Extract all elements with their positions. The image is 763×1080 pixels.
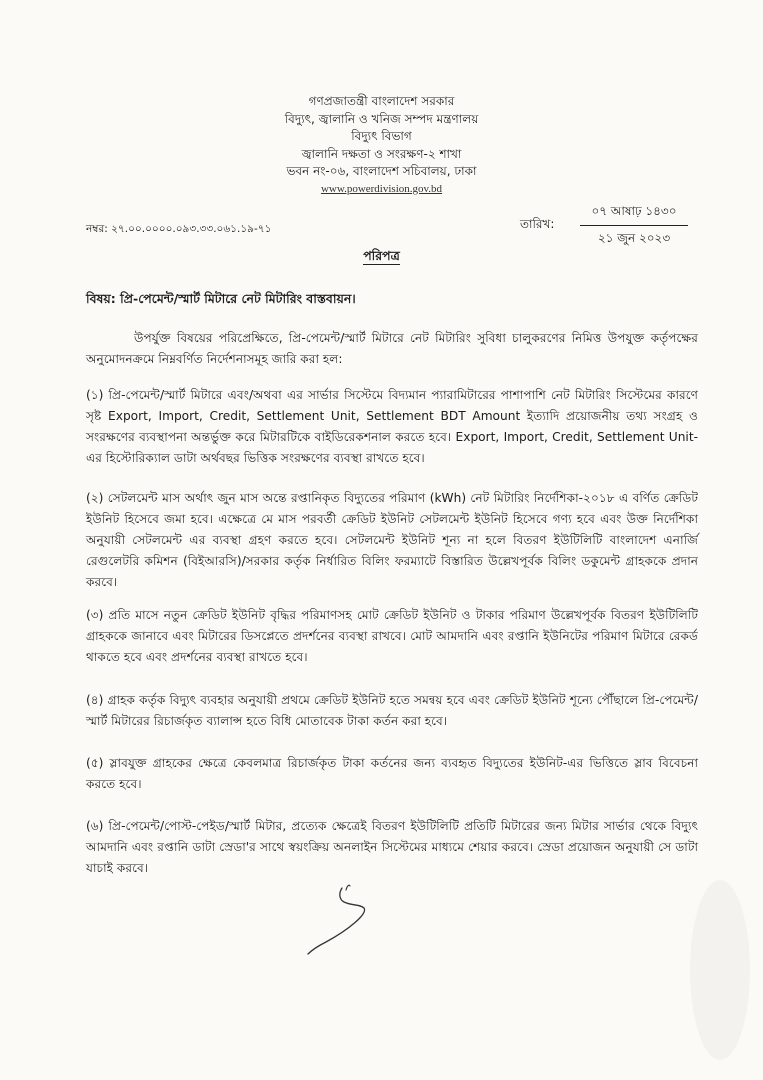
directive-paragraph-3: (৩) প্রতি মাসে নতুন ক্রেডিট ইউনিট বৃদ্ধির পরিমাণসহ মোট ক্রেডিট ইউনিট ও টাকার পরিমাণ উল্লেখপূর্বক বিতরণ ইউটিলিটি গ্রাহককে জানাবে এবং মিটারের ডিসপ্লেতে প্রদর্শনের ব্যবস্থা রাখবে। মোট আমদানি এবং রপ্তানি ইউনিটের পরিমাণ মিটারে রেকর্ড থাকতে হবে এবং প্রদর্শনের ব্যবস্থা রাখতে হবে। (86, 608, 698, 664)
letterhead (0, 93, 763, 198)
subject-line: বিষয়: প্রি-পেমেন্ট/স্মার্ট মিটারে নেট মিটারিং বাস্তবায়ন। (86, 291, 356, 306)
directive-paragraph-6: (৬) প্রি-পেমেন্ট/পোস্ট-পেইড/স্মার্ট মিটার, প্রত্যেক ক্ষেত্রেই বিতরণ ইউটিলিটি প্রতিটি মিটারের জন্য মিটার সার্ভার থেকে বিদ্যুৎ আমদানি এবং রপ্তানি ডাটা স্রেডা'র সাথে স্বয়ংক্রিয় অনলাইন সিস্টেমের মাধ্যমে শেয়ার করবে। স্রেডা প্রয়োজন অনুযায়ী সে ডাটা যাচাই করবে। (86, 819, 698, 875)
date-bangla: ০৭ আষাঢ় ১৪৩০ (580, 203, 688, 226)
memo-number: নম্বর: ২৭.০০.০০০০.০৯৩.৩৩.০৬১.১৯-৭১ (86, 223, 272, 235)
date-values (580, 203, 688, 250)
directive-paragraph-4: (৪) গ্রাহক কর্তৃক বিদ্যুৎ ব্যবহার অনুযায়ী প্রথমে ক্রেডিট ইউনিট হতে সমন্বয় হবে এবং ক্রেডিট ইউনিট শূন্যে পৌঁছালে প্রি-পেমেন্ট/স্মার্ট মিটারের রিচার্জকৃত ব্যালান্স হতে বিধি মোতাবেক টাকা কর্তন করা হবে। (86, 693, 698, 728)
office-address: ভবন নং-০৬, বাংলাদেশ সচিবালয়, ঢাকা (286, 164, 477, 178)
directive-paragraph-2: (২) সেটলমেন্ট মাস অর্থাৎ জুন মাস অন্তে রপ্তানিকৃত বিদ্যুতের পরিমাণ (kWh) নেট মিটারিং নির্দেশিকা-২০১৮ এ বর্ণিত ক্রেডিট ইউনিট হিসেবে জমা হবে। এক্ষেত্রে মে মাস পরবর্তী ক্রেডিট ইউনিট সেটলমেন্ট ইউনিট হিসেবে গণ্য হবে এবং উক্ত নির্দেশিকা অনুযায়ী সেটলমেন্ট এর ব্যবস্থা গ্রহণ করতে হবে। সেটলমেন্ট ইউনিট শূন্য না হলে বিতরণ ইউটিলিটি বাংলাদেশ এনার্জি রেগুলেটরি কমিশন (বিইআরসি)/সরকার কর্তৃক নির্ধারিত বিলিং ফরম্যাটে বিস্তারিত উল্লেখপূর্বক বিলিং ডকুমেন্ট গ্রাহককে প্রদান করবে। (86, 491, 698, 589)
directive-paragraph-1: (১) প্রি-পেমেন্ট/স্মার্ট মিটারে এবং/অথবা এর সার্ভার সিস্টেমে বিদ্যমান প্যারামিটারের পাশাপাশি নেট মিটারিং সিস্টেমের কারণে সৃষ্ট Export, Import, Credit, Settlement Unit, Settlement BDT Amount ইত্যাদি প্রয়োজনীয় তথ্য সংগ্রহ ও সংরক্ষণের ব্যবস্থাপনা অন্তর্ভুক্ত করে মিটারটিকে বাইডিরেকশনাল করতে হবে। Export, Import, Credit, Settlement Unit-এর হিস্টোরিক্যাল ডাটা অর্থবছর ভিত্তিক সংরক্ষণের ব্যবস্থা রাখতে হবে। (86, 388, 698, 465)
date-gregorian: ২১ জুন ২০২৩ (597, 231, 671, 245)
date-label: তারিখ: (520, 217, 555, 231)
document-type-label: পরিপত্র (363, 248, 400, 263)
signature-mark (300, 880, 410, 960)
ministry-name: বিদ্যুৎ, জ্বালানি ও খনিজ সম্পদ মন্ত্রণালয় (284, 111, 479, 126)
intro-paragraph: উপর্যুক্ত বিষয়ের পরিপ্রেক্ষিতে, প্রি-পেমেন্ট/স্মার্ট মিটারে নেট মিটারিং সুবিধা চালুকরণের নিমিত্ত উপযুক্ত কর্তৃপক্ষের অনুমোদনক্রমে নিম্নবর্ণিত নির্দেশনাসমূহ জারি করা হল: (86, 331, 698, 366)
branch-name: জ্বালানি দক্ষতা ও সংরক্ষণ-২ শাখা (301, 146, 462, 161)
website-link[interactable]: www.powerdivision.gov.bd (320, 182, 443, 195)
document-type (0, 248, 763, 268)
govt-name: গণপ্রজাতন্ত্রী বাংলাদেশ সরকার (308, 94, 455, 108)
division-name: বিদ্যুৎ বিভাগ (351, 129, 412, 143)
paper-stain (690, 880, 750, 1060)
directive-paragraph-5: (৫) স্লাবযুক্ত গ্রাহকের ক্ষেত্রে কেবলমাত্র রিচার্জকৃত টাকা কর্তনের জন্য ব্যবহৃত বিদ্যুতের ইউনিট-এর ভিত্তিতে স্লাব বিবেচনা করতে হবে। (86, 756, 698, 791)
